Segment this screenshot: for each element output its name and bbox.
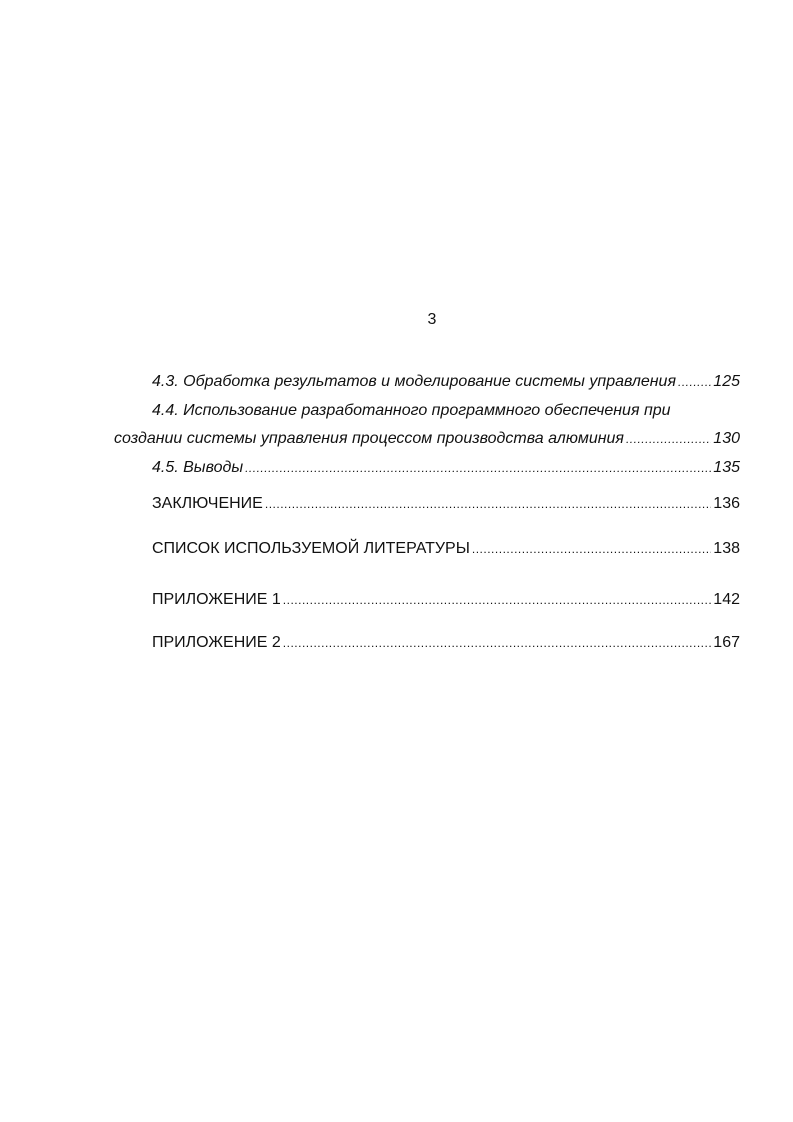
toc-entry-page: 130 <box>713 430 740 447</box>
toc-entry-page: 135 <box>713 459 740 476</box>
toc-entry-appendix-1 <box>152 589 740 611</box>
toc-entry-label: ПРИЛОЖЕНИЕ 1 <box>152 591 281 608</box>
toc-entry-label: создании системы управления процессом производства алюминия <box>114 430 624 447</box>
toc-leader-dots <box>626 428 711 450</box>
toc-entry-4-4-line1: 4.4. Использование разработанного программного обеспечения при <box>152 402 671 419</box>
toc-entry-4-3 <box>152 371 740 393</box>
toc-entry-label: 4.3. Обработка результатов и моделирование системы управления <box>152 373 676 390</box>
toc-leader-dots <box>283 589 712 611</box>
toc-entry-4-5 <box>152 457 740 479</box>
toc-leader-dots <box>472 538 711 560</box>
toc-entry-4-4 <box>114 428 740 450</box>
page-number: 3 <box>427 311 437 328</box>
toc-entry-label: ЗАКЛЮЧЕНИЕ <box>152 495 263 512</box>
toc-leader-dots <box>678 371 711 393</box>
toc-entry-appendix-2 <box>152 632 740 654</box>
toc-entry-label: СПИСОК ИСПОЛЬЗУЕМОЙ ЛИТЕРАТУРЫ <box>152 540 470 557</box>
toc-leader-dots <box>245 457 711 479</box>
toc-entry-page: 136 <box>713 495 740 512</box>
toc-entry-page: 138 <box>713 540 740 557</box>
toc-entry-page: 125 <box>713 373 740 390</box>
toc-entry-references <box>152 538 740 560</box>
toc-entry-label: ПРИЛОЖЕНИЕ 2 <box>152 634 281 651</box>
toc-entry-conclusion <box>152 493 740 515</box>
toc-entry-label: 4.5. Выводы <box>152 459 244 476</box>
toc-leader-dots <box>265 493 711 515</box>
toc-leader-dots <box>283 632 712 654</box>
toc-entry-page: 167 <box>713 634 740 651</box>
toc-entry-page: 142 <box>713 591 740 608</box>
